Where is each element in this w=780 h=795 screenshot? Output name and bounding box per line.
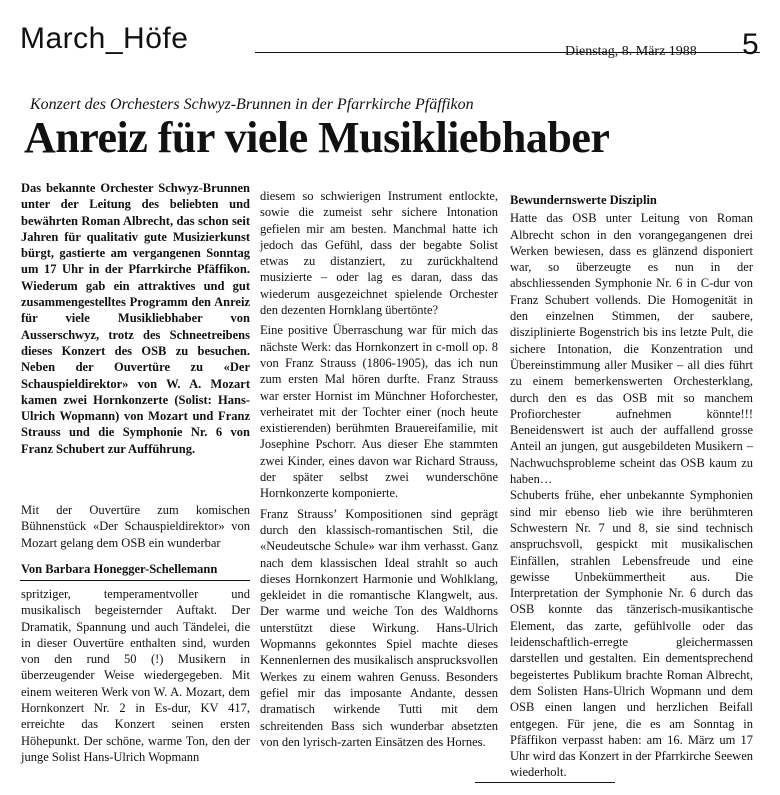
page-number: 5: [742, 28, 759, 61]
article-headline: Anreiz für viele Musikliebhaber: [24, 113, 610, 162]
end-rule: [475, 782, 615, 783]
column-1-continued: [21, 586, 250, 765]
column-1-body: [21, 502, 250, 551]
lead-paragraph: Das bekannte Orchester Schwyz-Brunnen unter der Leitung des beliebten und bewährten Roman Albrecht, das schon seit Jahren für qualitativ gute Musizierkunst bürgt, gastierte am vergangenen Sonntag um 17 Uhr in der Pfarrkirche Pfäffikon. Wiederum gab ein attraktives und gut zusammengestelltes Programm den Anreiz für viele Musikliebhaber von Ausserschwyz, trotz des Schneetreibens dieses Konzert des OSB zu besuchen. Neben der Ouvertüre zu «Der Schauspieldirektor» von W. A. Mozart kamen zwei Hornkonzerte (Solist: Hans-Ulrich Wopmann) von Mozart und Franz Strauss und die Symphonie Nr. 6 von Franz Schubert zur Aufführung.: [21, 181, 250, 456]
byline: Von Barbara Honegger-Schellemann: [21, 562, 218, 576]
section-title: March_Höfe: [20, 22, 189, 55]
issue-date: Dienstag, 8. März 1988: [565, 44, 697, 59]
paragraph: Mit der Ouvertüre zum komischen Bühnenstück «Der Schauspieldirektor» von Mozart gelang dem OSB ein wunderbar: [21, 503, 250, 550]
article-kicker: Konzert des Orchesters Schwyz-Brunnen in der Pfarrkirche Pfäffikon: [30, 96, 474, 113]
byline-rule: [20, 580, 250, 581]
paragraph: Hatte das OSB unter Leitung von Roman Albrecht schon in den vorangegangenen drei Werken bewiesen, dass es glänzend disponiert war, so überzeugte es nun in der abschliessenden Symphonie Nr. 6 in C-dur von Franz Schubert vollends. Die Homogenität in den einzelnen Stimmen, der saubere, disziplinierte Bogenstrich bis ins letzte Pult, die sichere Intonation, die Konzentration und Übereinstimmung aller Musiker – all dies führt zu einem bemerkenswerten Orchesterklang, durch den es das OSB mit so manchem Profiorchester aufnehmen könnte!!! Beneidenswert ist auch der auffallend grosse Anteil an jungen, gut ausgebildeten Musikern – Nachwuchsprobleme scheint das OSB kaum zu haben…: [510, 211, 753, 487]
column-3: [510, 192, 753, 781]
subheading: Bewundernswerte Disziplin: [510, 193, 657, 207]
paragraph: Schuberts frühe, eher unbekannte Symphonien sind mir ebenso lieb wie ihre berühmteren Schwestern Nr. 7 und 8, sie sind technisch anspruchsvoll, gespickt mit musikalischen Einfällen, strahlen Lebensfreude und eine gewisse Unbekümmertheit aus. Die Interpretation der Symphonie Nr. 6 durch das OSB konnte das tänzerisch-musikantische Element, das zarte, gefühlvolle oder das leidenschaftlich-erregte gleichermassen darstellen und gestalten. Ein dementsprechend begeistertes Publikum brachte Roman Albrecht, dem Solisten Hans-Ulrich Wopmann und dem OSB einen langen und herzlichen Beifall entgegen. Für jene, die es am Sonntag in Pfäffikon verpasst haben: am 16. März um 17 Uhr wird das Konzert in der Pfarrkirche Seewen wiederholt.: [510, 488, 753, 780]
paragraph: Eine positive Überraschung war für mich das nächste Werk: das Hornkonzert in c-moll op. 8 von Franz Strauss (1806-1905), das ich nun zum ersten Mal hören durfte. Franz Strauss war erster Hornist im Münchner Hoforchester, verheiratet mit der Tochter einer (noch heute existierenden) berühmten Brauereifamilie, mit Josephine Pschorr. Aus dieser Ehe stammten zwei Kinder, eines davon war Richard Strauss, der später selbst zwei wunderschöne Hornkonzerte komponierte.: [260, 323, 498, 501]
paragraph: diesem so schwierigen Instrument entlockte, sowie die zumeist sehr sichere Intonation gefielen mir am besten. Manchmal hatte ich jedoch das Gefühl, dass der begabte Solist etwas zu distanziert, zu zurückhaltend musizierte – oder lag es daran, dass das wiederum ausgezeichnet spielende Orchester den dezenten Hornklang übertönte?: [260, 189, 498, 318]
column-1: [21, 180, 250, 457]
column-2: [260, 188, 498, 750]
paragraph: Franz Strauss’ Kompositionen sind geprägt durch den klassisch-romantischen Stil, die «Neudeutsche Schule» war ihm verhasst. Ganz nach dem klassischen Ideal strahlt so auch dieses Hornkonzert Harmonie und Wohlklang, gekleidet in die romantische Klangwelt, aus. Der warme und weiche Ton des Waldhorns unterstützt diese Wirkung. Hans-Ulrich Wopmanns gekonntes Spiel machte dieses Kennenlernen des musikalisch ansprucksvollen Werkes zu einem wahren Genuss. Besonders gefiel mir das imposante Andante, dessen dramatisch wirkende Tutti mit dem schreitenden Bass sich wunderbar absetzten von den lyrisch-zarten Einsätzen des Hornes.: [260, 506, 498, 749]
paragraph: spritziger, temperamentvoller und musikalisch begeisternder Auftakt. Der Dramatik, Spannung und auch Tändelei, die in dieser Ouvertüre enthalten sind, wurden von den rund 50 (!) Musikern in überzeugender Weise wiedergegeben. Mit einem weiteren Werk von W. A. Mozart, dem Hornkonzert Nr. 2 in Es-dur, KV 417, erreichte das Konzert seinen ersten Höhepunkt. Der schöne, warme Ton, den der junge Solist Hans-Ulrich Wopmann: [21, 587, 250, 764]
